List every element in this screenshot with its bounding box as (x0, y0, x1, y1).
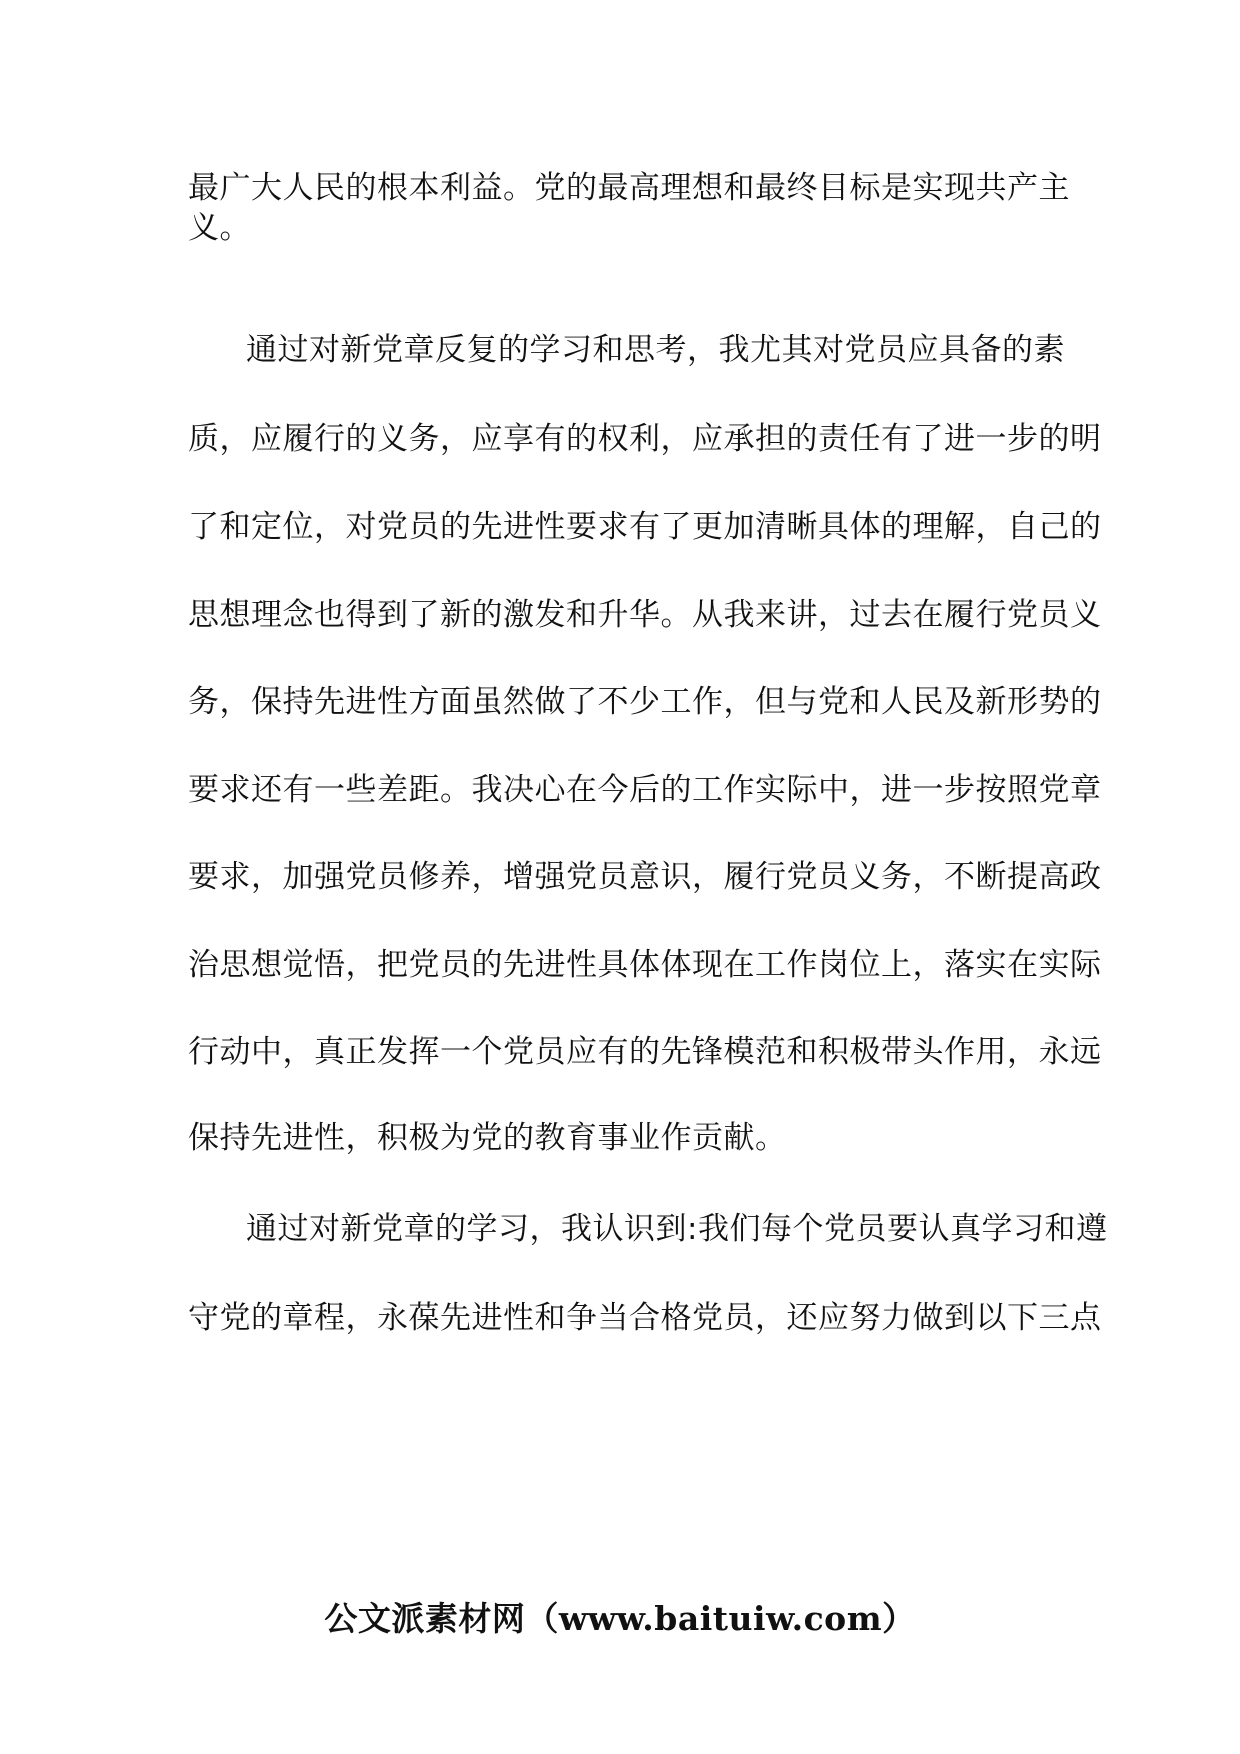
text-line-6: 思想理念也得到了新的激发和升华。从我来讲，过去在履行党员义 (188, 597, 1102, 633)
text-line-7: 务，保持先进性方面虽然做了不少工作，但与党和人民及新形势的 (188, 684, 1102, 720)
text-line-5: 了和定位，对党员的先进性要求有了更加清晰具体的理解，自己的 (188, 509, 1102, 545)
text-line-14: 守党的章程，永葆先进性和争当合格党员，还应努力做到以下三点 (188, 1300, 1102, 1336)
text-line-9: 要求，加强党员修养，增强党员意识，履行党员义务，不断提高政 (188, 859, 1102, 895)
text-line-4: 质，应履行的义务，应享有的权利，应承担的责任有了进一步的明 (188, 421, 1102, 457)
text-line-12: 保持先进性，积极为党的教育事业作贡献。 (188, 1120, 787, 1156)
text-line-8: 要求还有一些差距。我决心在今后的工作实际中，进一步按照党章 (188, 772, 1102, 808)
text-line-2: 义。 (188, 210, 251, 246)
text-line-13: 通过对新党章的学习，我认识到:我们每个党员要认真学习和遵 (246, 1211, 1108, 1247)
text-line-11: 行动中，真正发挥一个党员应有的先锋模范和积极带头作用，永远 (188, 1034, 1102, 1070)
text-line-1: 最广大人民的根本利益。党的最高理想和最终目标是实现共产主 (188, 170, 1070, 206)
footer-source: 公文派素材网（www.baituiw.com） (324, 1599, 916, 1638)
text-line-10: 治思想觉悟，把党员的先进性具体体现在工作岗位上，落实在实际 (188, 947, 1102, 983)
text-line-3: 通过对新党章反复的学习和思考，我尤其对党员应具备的素 (246, 332, 1065, 368)
